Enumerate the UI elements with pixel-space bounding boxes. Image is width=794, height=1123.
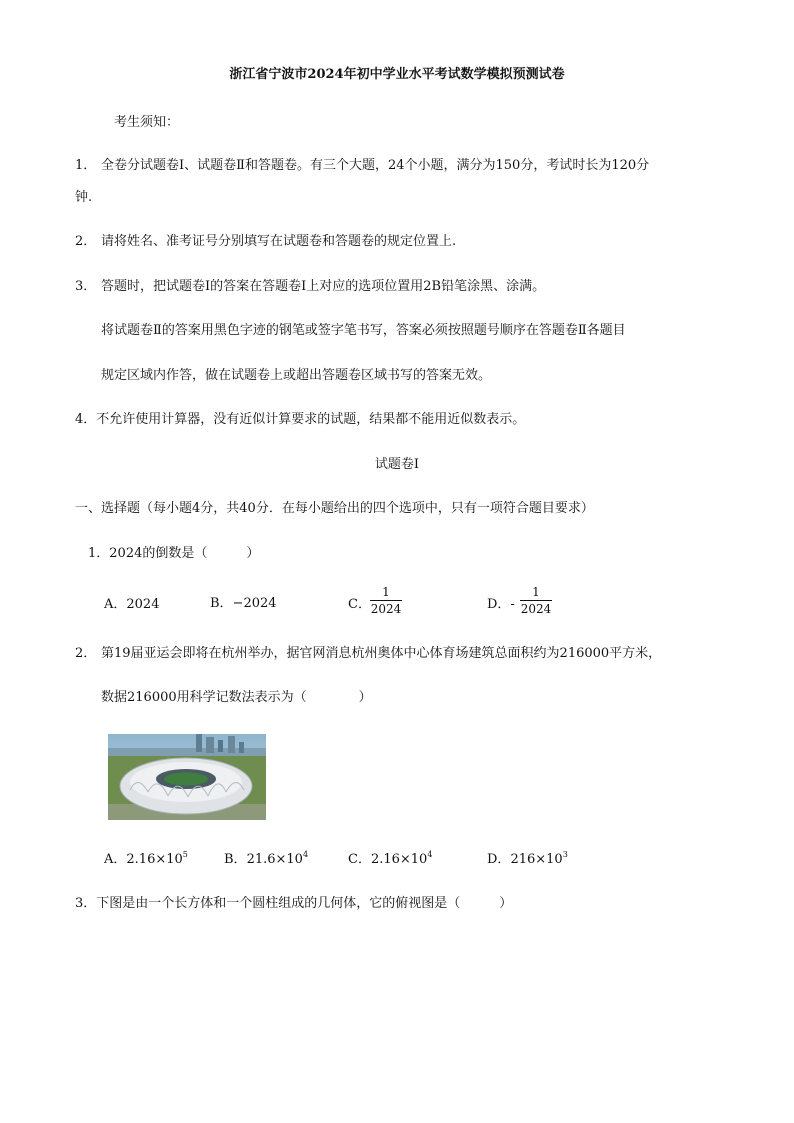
- fraction-numerator: 1: [532, 585, 540, 599]
- q1-option-d-label: D．-: [487, 597, 515, 612]
- fraction-denominator: 2024: [370, 602, 402, 616]
- option-base: 21.6×10: [246, 852, 303, 867]
- notice-1-number: 1．: [75, 158, 97, 173]
- notice-3-line-3: 规定区域内作答，做在试题卷上或超出答题卷区域书写的答案无效。: [101, 368, 492, 383]
- option-exponent: 5: [182, 850, 188, 859]
- q1-option-d-fraction: [518, 584, 554, 617]
- q2-option-d: [487, 851, 568, 869]
- notice-3-line-2: 将试题卷Ⅱ的答案用黑色字迹的钢笔或签字笔书写，答案必须按照题号顺序在答题卷Ⅱ各题目: [101, 323, 626, 338]
- notice-2-number: 2．: [75, 234, 97, 249]
- q1-option-c-label: C．: [348, 597, 371, 612]
- option-label: A．: [104, 852, 127, 867]
- fraction-denominator: 2024: [520, 602, 552, 616]
- q2-option-b: [224, 851, 308, 869]
- stadium-illustration: [108, 734, 266, 820]
- option-label: B．: [224, 852, 247, 867]
- question-1-stem: 1．2024的倒数是（ ）: [88, 546, 260, 561]
- option-label: C．: [348, 852, 371, 867]
- notice-1-text: 全卷分试题卷Ⅰ、试题卷Ⅱ和答题卷。有三个大题，24个小题，满分为150分，考试时长为120分: [101, 158, 650, 173]
- option-exponent: 3: [562, 850, 568, 859]
- q2-option-a: [104, 851, 188, 869]
- q1-option-b: B．−2024: [210, 596, 277, 611]
- page-title: 浙江省宁波市2024年初中学业水平考试数学模拟预测试卷: [229, 67, 565, 82]
- option-base: 2.16×10: [126, 852, 183, 867]
- question-3-stem: 3．下图是由一个长方体和一个圆柱组成的几何体，它的俯视图是（ ）: [75, 896, 513, 911]
- stadium-photo: [108, 734, 266, 820]
- option-base: 216×10: [510, 852, 563, 867]
- q1-option-a: A．2024: [104, 597, 160, 612]
- question-2-stem-line-2: 数据216000用科学记数法表示为（ ）: [101, 690, 372, 705]
- section-title: 试题卷Ⅰ: [374, 457, 420, 472]
- notice-1-continued: 钟.: [75, 190, 93, 205]
- notice-3-text: 答题时，把试题卷Ⅰ的答案在答题卷Ⅰ上对应的选项位置用2B铅笔涂黑、涂满。: [101, 279, 546, 294]
- option-label: D．: [487, 852, 511, 867]
- option-exponent: 4: [427, 850, 433, 859]
- part-one-heading: 一、选择题（每小题4分，共40分．在每小题给出的四个选项中，只有一项符合题目要求）: [75, 501, 594, 516]
- option-exponent: 4: [302, 850, 309, 859]
- question-2-number: 2．: [75, 646, 97, 661]
- notice-4-text: 4．不允许使用计算器，没有近似计算要求的试题，结果都不能用近似数表示。: [75, 412, 526, 427]
- notice-3-number: 3．: [75, 279, 97, 294]
- fraction-numerator: 1: [382, 585, 390, 599]
- notice-heading: 考生须知：: [114, 115, 180, 130]
- option-base: 2.16×10: [370, 852, 428, 867]
- notice-2-text: 请将姓名、准考证号分别填写在试题卷和答题卷的规定位置上.: [101, 234, 457, 249]
- q2-option-c: [348, 851, 432, 869]
- q1-option-c-fraction: [368, 584, 404, 617]
- question-2-stem: 第19届亚运会即将在杭州举办，据官网消息杭州奥体中心体育场建筑总面积约为216000平方米，: [101, 646, 662, 661]
